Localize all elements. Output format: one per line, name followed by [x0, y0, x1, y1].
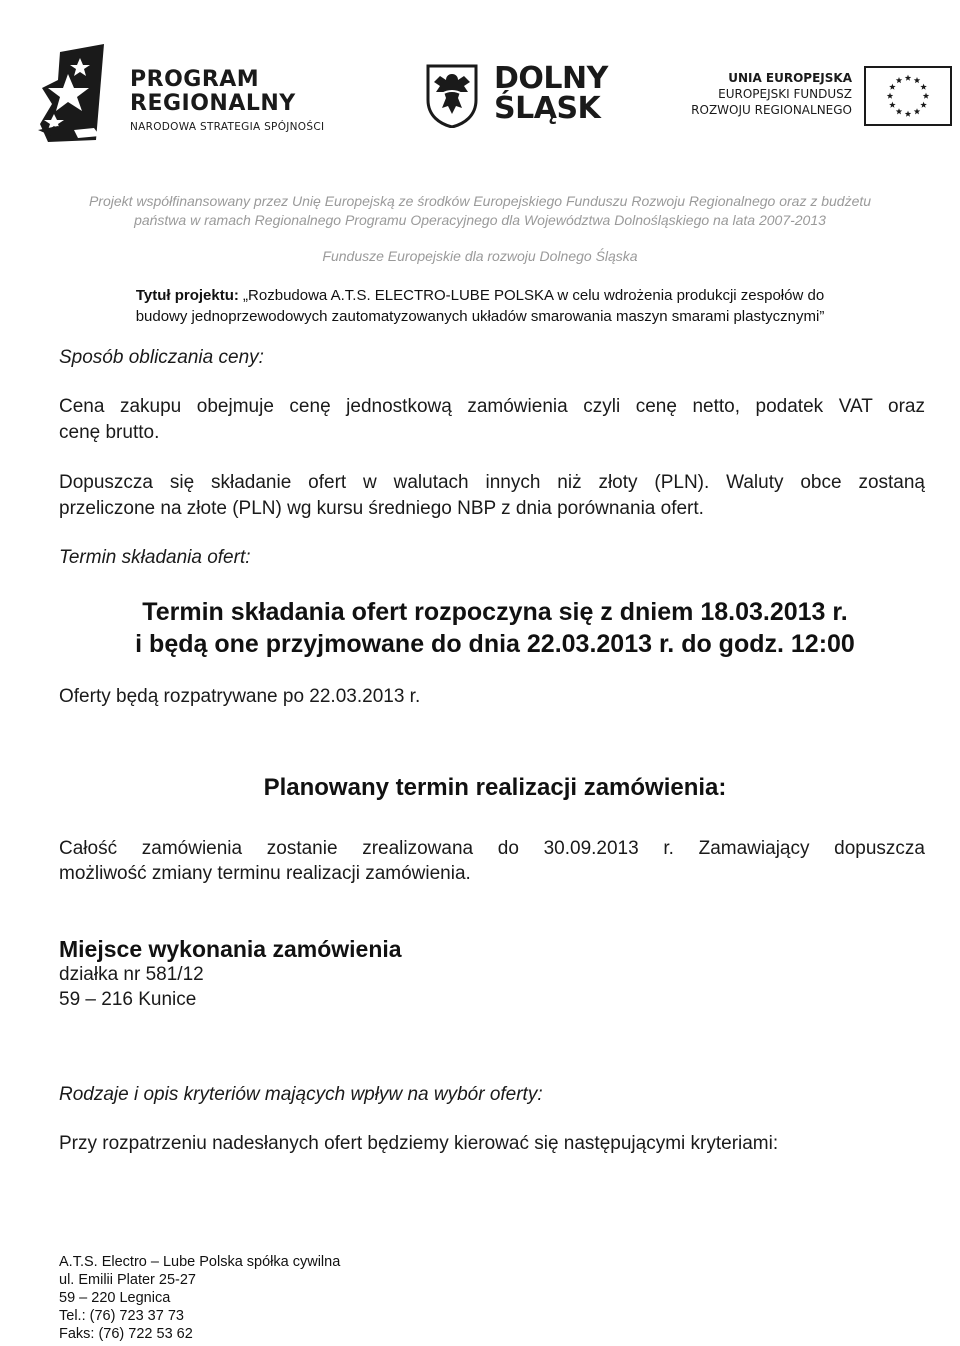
- pricing-para1-line1: Cena zakupu obejmuje cenę jednostkową zamówienia czyli cenę netto, podatek VAT oraz: [59, 396, 925, 417]
- unia-europejska-line2: EUROPEJSKI FUNDUSZ: [718, 87, 852, 101]
- pricing-para1-line2: cenę brutto.: [59, 422, 160, 443]
- pricing-para2-line1: Dopuszcza się składanie ofert w walutach innych niż złoty (PLN). Waluty obce zostaną: [59, 472, 925, 493]
- project-title-text1: „Rozbudowa A.T.S. ELECTRO-LUBE POLSKA w celu wdrożenia produkcji zespołów do: [238, 287, 825, 304]
- realization-line2: możliwość zmiany terminu realizacji zamówienia.: [59, 863, 471, 884]
- location-heading: Miejsce wykonania zamówienia: [59, 936, 402, 962]
- dolny-slask-logo: [426, 61, 626, 130]
- cofunding-slogan: Fundusze Europejskie dla rozwoju Dolnego Śląska: [322, 248, 638, 264]
- pricing-heading: Sposób obliczania ceny:: [59, 347, 264, 368]
- deadline-line1: Termin składania ofert rozpoczyna się z dniem 18.03.2013 r.: [142, 598, 848, 626]
- cofunding-line2: państwa w ramach Regionalnego Programu Operacyjnego dla Województwa Dolnośląskiego na lata 2007-2013: [134, 212, 826, 228]
- logo-bar: [0, 0, 960, 160]
- unia-europejska-line1: UNIA EUROPEJSKA: [728, 71, 852, 85]
- project-title-label: Tytuł projektu:: [135, 287, 239, 304]
- eu-flag-icon: [864, 66, 952, 126]
- deadline-review: Oferty będą rozpatrywane po 22.03.2013 r.: [59, 686, 421, 707]
- realization-line1: Całość zamówienia zostanie zrealizowana do 30.09.2013 r. Zamawiający dopuszcza: [59, 838, 925, 859]
- criteria-heading: Rodzaje i opis kryteriów mających wpływ na wybór oferty:: [59, 1084, 543, 1105]
- footer-phone: Tel.: (76) 723 37 73: [59, 1308, 184, 1324]
- program-regionalny-line2: REGIONALNY: [130, 91, 296, 116]
- footer-street: ul. Emilii Plater 25-27: [59, 1272, 196, 1288]
- footer-fax: Faks: (76) 722 53 62: [59, 1326, 193, 1342]
- project-title-line2: budowy jednoprzewodowych zautomatyzowanych układów smarowania maszyn smarami plastycznymi”: [135, 308, 825, 325]
- project-title-line1: [40, 285, 920, 306]
- dolny-slask-line1: DOLNY: [494, 61, 608, 96]
- eagle-shield-icon: [426, 64, 478, 128]
- cofunding-line1: Projekt współfinansowany przez Unię Europejską ze środków Europejskiego Funduszu Rozwoju Regionalnego oraz z budżetu: [88, 193, 872, 209]
- unia-europejska-logo: [690, 66, 960, 130]
- deadline-line2: i będą one przyjmowane do dnia 22.03.2013 r. do godz. 12:00: [135, 630, 855, 658]
- footer-city: 59 – 220 Legnica: [59, 1290, 171, 1306]
- realization-heading: Planowany termin realizacji zamówienia:: [263, 774, 727, 801]
- program-regionalny-line3: NARODOWA STRATEGIA SPÓJNOŚCI: [130, 121, 325, 133]
- location-line2: 59 – 216 Kunice: [59, 989, 197, 1010]
- footer-company: A.T.S. Electro – Lube Polska spółka cywilna: [59, 1254, 341, 1270]
- program-regionalny-star-icon: [38, 44, 110, 144]
- deadline-heading: Termin składania ofert:: [59, 547, 251, 568]
- unia-europejska-line3: ROZWOJU REGIONALNEGO: [691, 103, 852, 117]
- dolny-slask-line2: ŚLĄSK: [494, 91, 601, 126]
- criteria-intro: Przy rozpatrzeniu nadesłanych ofert będziemy kierować się następującymi kryteriami:: [59, 1133, 779, 1154]
- location-line1: działka nr 581/12: [59, 964, 204, 985]
- program-regionalny-line1: PROGRAM: [130, 67, 260, 92]
- pricing-para2-line2: przeliczone na złote (PLN) wg kursu średniego NBP z dnia porównania ofert.: [59, 498, 704, 519]
- program-regionalny-logo: [38, 44, 368, 144]
